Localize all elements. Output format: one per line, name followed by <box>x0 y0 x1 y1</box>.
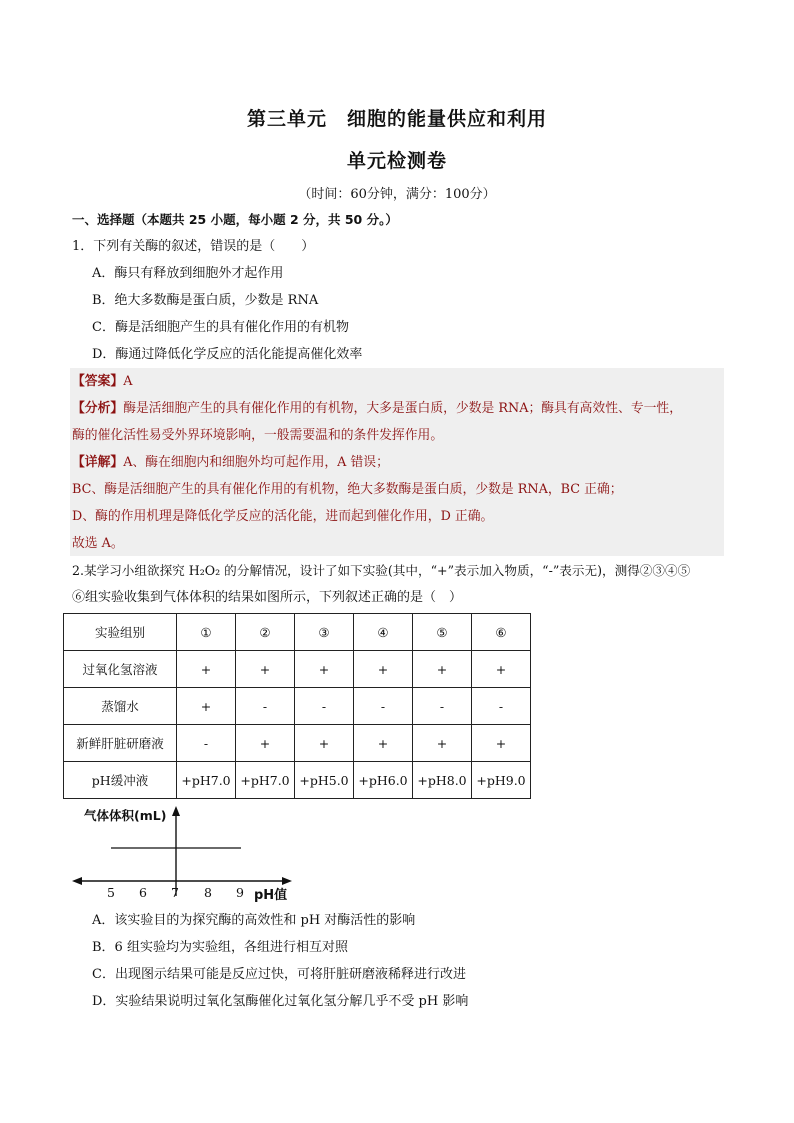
q1-detail-line-3: D、酶的作用机理是降低化学反应的活化能，进而起到催化作用，D 正确。 <box>72 509 494 524</box>
q2-option-b: B．6 组实验均为实验组，各组进行相互对照 <box>92 940 348 955</box>
table-header-cell: ② <box>236 614 295 651</box>
question-2-stem-line-1: 2.某学习小组欲探究 H₂O₂ 的分解情况，设计了如下实验(其中，“+”表示加入物质，“-”表示无)，测得②③④⑤ <box>72 563 691 578</box>
exam-subtitle: 单元检测卷 <box>346 150 447 172</box>
answer-tag: 【答案】 <box>72 374 124 389</box>
q1-analysis-line-1 <box>72 400 682 418</box>
table-cell: + <box>354 651 413 688</box>
x-axis-left-arrow <box>72 877 82 885</box>
table-header-cell: ⑤ <box>413 614 472 651</box>
table-cell: + <box>413 725 472 762</box>
table-cell: + <box>236 651 295 688</box>
table-cell: 新鲜肝脏研磨液 <box>64 725 177 762</box>
table-cell: - <box>413 688 472 725</box>
q1-detail-line-4: 故选 A。 <box>72 536 124 551</box>
exam-info: （时间：60分钟，满分：100分） <box>298 187 496 202</box>
table-cell: +pH8.0 <box>413 762 472 799</box>
table-row <box>64 688 531 725</box>
q1-analysis-line-2: 酶的催化活性易受外界环境影响，一般需要温和的条件发挥作用。 <box>72 428 444 443</box>
q1-option-d: D．酶通过降低化学反应的活化能提高催化效率 <box>92 347 363 362</box>
chart-x-axis-label: pH值 <box>254 888 288 903</box>
x-tick-label: 5 <box>107 885 115 900</box>
table-header-cell: ① <box>177 614 236 651</box>
table-cell: + <box>295 651 354 688</box>
table-cell: +pH6.0 <box>354 762 413 799</box>
x-tick-label: 8 <box>204 885 212 900</box>
analysis-tag: 【分析】 <box>72 401 124 416</box>
table-cell: + <box>177 688 236 725</box>
table-header-cell: ③ <box>295 614 354 651</box>
table-cell: +pH9.0 <box>472 762 531 799</box>
table-header-cell: ⑥ <box>472 614 531 651</box>
unit-title: 第三单元 细胞的能量供应和利用 <box>246 108 547 130</box>
question-2-stem-line-2: ⑥组实验收集到气体体积的结果如图所示，下列叙述正确的是（ ） <box>72 590 463 605</box>
table-cell: + <box>472 725 531 762</box>
table-header-cell: ④ <box>354 614 413 651</box>
chart-y-axis-label: 气体体积(mL) <box>84 808 167 823</box>
table-cell: +pH7.0 <box>236 762 295 799</box>
answer-value: A <box>123 374 133 389</box>
table-row <box>64 762 531 799</box>
table-cell: - <box>177 725 236 762</box>
table-cell: + <box>472 651 531 688</box>
table-cell: + <box>236 725 295 762</box>
section-heading: 一、选择题（本题共 25 小题，每小题 2 分，共 50 分。） <box>72 212 398 227</box>
x-tick-label: 7 <box>171 885 179 900</box>
q1-option-c: C．酶是活细胞产生的具有催化作用的有机物 <box>92 320 349 335</box>
table-row <box>64 725 531 762</box>
table-cell: - <box>472 688 531 725</box>
table-cell: +pH7.0 <box>177 762 236 799</box>
q1-option-b: B．绝大多数酶是蛋白质，少数是 RNA <box>92 293 319 308</box>
q1-answer <box>72 373 132 391</box>
y-axis-arrow <box>172 806 180 816</box>
table-cell: + <box>413 651 472 688</box>
q1-detail-line-2: BC、酶是活细胞产生的具有催化作用的有机物，绝大多数酶是蛋白质，少数是 RNA，BC 正确； <box>72 482 623 497</box>
question-1-stem: 1．下列有关酶的叙述，错误的是（ ） <box>72 239 315 254</box>
table-cell: + <box>295 725 354 762</box>
q2-option-d: D．实验结果说明过氧化氢酶催化过氧化氢分解几乎不受 pH 影响 <box>92 994 469 1009</box>
x-tick-label: 6 <box>139 885 147 900</box>
detail-text-1: A、酶在细胞内和细胞外均可起作用，A 错误； <box>123 455 389 470</box>
x-tick-label: 9 <box>236 885 244 900</box>
table-cell: + <box>354 725 413 762</box>
q1-detail-line-1 <box>72 454 389 472</box>
table-header-row <box>64 614 531 651</box>
q2-option-a: A．该实验目的为探究酶的高效性和 pH 对酶活性的影响 <box>92 913 416 928</box>
table-cell: - <box>295 688 354 725</box>
table-row <box>64 651 531 688</box>
detail-tag: 【详解】 <box>72 455 124 470</box>
experiment-table <box>63 613 531 799</box>
table-cell: 过氧化氢溶液 <box>64 651 177 688</box>
analysis-text-1: 酶是活细胞产生的具有催化作用的有机物，大多是蛋白质，少数是 RNA；酶具有高效性、专一性， <box>123 401 683 416</box>
table-cell: 蒸馏水 <box>64 688 177 725</box>
table-cell: +pH5.0 <box>295 762 354 799</box>
table-header-cell: 实验组别 <box>64 614 177 651</box>
table-cell: pH缓冲液 <box>64 762 177 799</box>
table-cell: + <box>177 651 236 688</box>
table-cell: - <box>236 688 295 725</box>
q2-option-c: C．出现图示结果可能是反应过快，可将肝脏研磨液稀释进行改进 <box>92 967 466 982</box>
q1-option-a: A．酶只有释放到细胞外才起作用 <box>92 266 284 281</box>
table-cell: - <box>354 688 413 725</box>
